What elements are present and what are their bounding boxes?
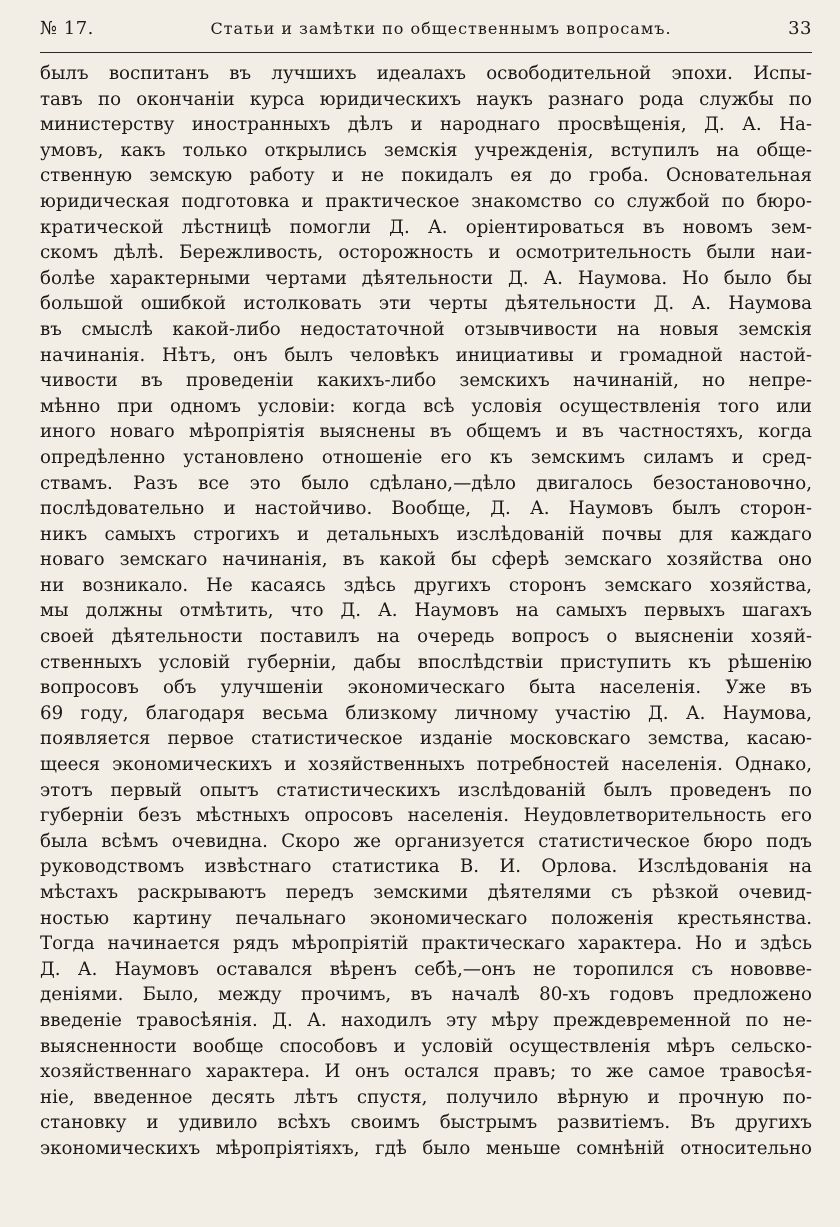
text-line: руководствомъ извѣстнаго статистика В. И. Орлова. Изслѣдованiя на (40, 856, 812, 878)
text-line: губернiи безъ мѣстныхъ опросовъ населенiя. Неудовлетворительность его (40, 805, 812, 827)
running-title: Статьи и замѣтки по общественнымъ вопросамъ. (210, 19, 672, 38)
text-line: юридическая подготовка и практическое знакомство со службой по бюро- (40, 190, 812, 212)
text-line: своей дѣятельности поставилъ на очередь вопросъ о выясненiи хозяй- (40, 626, 812, 648)
text-line: министерству иностранныхъ дѣлъ и народнаго просвѣщенiя, Д. А. На- (40, 114, 812, 136)
text-line: опредѣленно установлено отношенiе его къ земскимъ силамъ и сред- (40, 446, 812, 468)
text-line: большой ошибкой истолковать эти черты дѣятельности Д. А. Наумова (40, 293, 812, 315)
body-text (40, 61, 812, 1162)
text-line: ни возникало. Не касаясь здѣсь другихъ сторонъ земскаго хозяйства, (40, 574, 812, 596)
text-line: 69 году, благодаря весьма близкому личному участiю Д. А. Наумова, (40, 702, 812, 724)
text-line: появляется первое статистическое изданiе московскаго земства, касаю- (40, 728, 812, 750)
text-line: умовъ, какъ только открылись земскiя учрежденiя, вступилъ на обще- (40, 139, 812, 161)
text-line: скомъ дѣлѣ. Бережливость, осторожность и осмотрительность были наи- (40, 242, 812, 264)
text-line: ственныхъ условiй губернiи, дабы впослѣдствiи приступить къ рѣшенiю (40, 651, 812, 673)
text-line: ственную земскую работу и не покидалъ ея до гроба. Основательная (40, 165, 812, 187)
text-line: денiями. Было, между прочимъ, въ началѣ 80-хъ годовъ предложено (40, 984, 812, 1006)
text-line: нiе, введенное десять лѣтъ спустя, получило вѣрную и прочную по- (40, 1086, 812, 1108)
text-line: становку и удивило всѣхъ своимъ быстрымъ развитiемъ. Въ другихъ (40, 1112, 812, 1134)
text-line: выясненности вообще способовъ и условiй осуществленiя мѣръ сельско- (40, 1035, 812, 1057)
text-line: введенiе травосѣянiя. Д. А. находилъ эту мѣру преждевременной по не- (40, 1009, 812, 1031)
header-rule (40, 52, 812, 53)
text-line: щееся экономическихъ и хозяйственныхъ потребностей населенiя. Однако, (40, 754, 812, 776)
text-line: Тогда начинается рядъ мѣропрiятiй практическаго характера. Но и здѣсь (40, 933, 812, 955)
text-line: никъ самыхъ строгихъ и детальныхъ изслѣдованiй почвы для каждаго (40, 523, 812, 545)
text-line: была всѣмъ очевидна. Скоро же организуется статистическое бюро подъ (40, 830, 812, 852)
text-line: тавъ по окончанiи курса юридическихъ наукъ разнаго рода службы по (40, 88, 812, 110)
text-line: новаго земскаго начинанiя, въ какой бы сферѣ земскаго хозяйства оно (40, 549, 812, 571)
text-line: этотъ первый опытъ статистическихъ изслѣдованiй былъ проведенъ по (40, 779, 812, 801)
text-line: мѣнно при одномъ условiи: когда всѣ условiя осуществленiя того или (40, 395, 812, 417)
text-line: ностью картину печальнаго экономическаго положенiя крестьянства. (40, 907, 812, 929)
text-line: чивости въ проведенiи какихъ-либо земскихъ начинанiй, но непре- (40, 370, 812, 392)
text-line: хозяйственнаго характера. И онъ остался правъ; то же самое травосѣя- (40, 1061, 812, 1083)
text-line: кратической лѣстницѣ помогли Д. А. орiентироваться въ новомъ зем- (40, 216, 812, 238)
issue-number: № 17. (40, 18, 94, 39)
text-line: вопросовъ объ улучшенiи экономическаго быта населенiя. Уже въ (40, 677, 812, 699)
text-line: ствамъ. Разъ все это было сдѣлано,—дѣло двигалось безостановочно, (40, 472, 812, 494)
text-line: Д. А. Наумовъ оставался вѣренъ себѣ,—онъ не торопился съ нововве- (40, 958, 812, 980)
text-line: мы должны отмѣтить, что Д. А. Наумовъ на самыхъ первыхъ шагахъ (40, 600, 812, 622)
text-line: послѣдовательно и настойчиво. Вообще, Д. А. Наумовъ былъ сторон- (40, 498, 812, 520)
text-line: мѣстахъ раскрываютъ передъ земскими дѣятелями съ рѣзкой очевид- (40, 882, 812, 903)
text-line: былъ воспитанъ въ лучшихъ идеалахъ освободительной эпохи. Испы- (40, 63, 812, 84)
running-head (40, 18, 812, 48)
page-number: 33 (788, 18, 812, 39)
text-line: въ смыслѣ какой-либо недостаточной отзывчивости на новыя земскiя (40, 318, 812, 340)
text-line: начинанiя. Нѣтъ, онъ былъ человѣкъ инициативы и громадной настой- (40, 344, 812, 366)
text-line: экономическихъ мѣропрiятiяхъ, гдѣ было меньше сомнѣнiй относительно (40, 1137, 812, 1159)
text-line: иного новаго мѣропрiятiя выяснены въ общемъ и въ частностяхъ, когда (40, 421, 812, 443)
text-line: болѣе характерными чертами дѣятельности Д. А. Наумова. Но было бы (40, 267, 812, 289)
